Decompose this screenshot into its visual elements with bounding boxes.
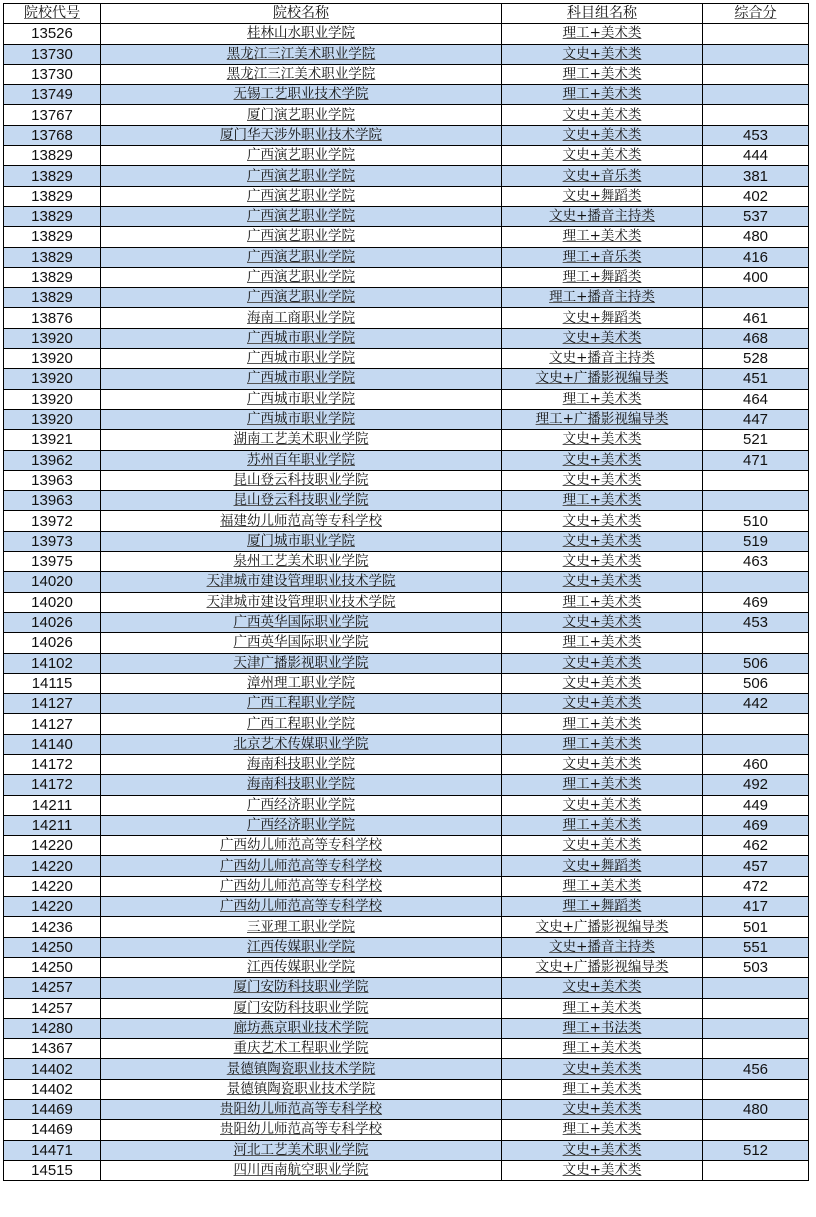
school-name-cell: 厦门安防科技职业学院 [101,998,502,1018]
subject-group-cell: 文史+舞蹈类 [502,186,703,206]
subject-group-cell: 理工+音乐类 [502,247,703,267]
school-code-cell: 13526 [4,24,101,44]
table-row [4,775,809,795]
table-row [4,998,809,1018]
school-name-cell: 广西演艺职业学院 [101,206,502,226]
table-row [4,409,809,429]
table-row [4,957,809,977]
score-cell: 469 [703,592,809,612]
score-cell: 442 [703,694,809,714]
school-code-cell: 13973 [4,531,101,551]
school-code-cell: 13829 [4,206,101,226]
school-name-cell: 广西演艺职业学院 [101,227,502,247]
school-name-cell: 广西工程职业学院 [101,714,502,734]
school-code-cell: 14280 [4,1018,101,1038]
subject-group-cell: 理工+美术类 [502,775,703,795]
table-row [4,1059,809,1079]
score-cell: 463 [703,552,809,572]
subject-group-cell: 文史+广播影视编导类 [502,917,703,937]
school-name-cell: 广西经济职业学院 [101,795,502,815]
score-cell: 503 [703,957,809,977]
score-cell: 468 [703,328,809,348]
subject-group-cell: 文史+美术类 [502,694,703,714]
table-row [4,511,809,531]
subject-group-cell: 理工+美术类 [502,1039,703,1059]
subject-group-cell: 文史+播音主持类 [502,937,703,957]
school-code-cell: 14367 [4,1039,101,1059]
subject-group-cell: 文史+美术类 [502,146,703,166]
table-row [4,592,809,612]
school-name-cell: 北京艺术传媒职业学院 [101,734,502,754]
score-cell [703,1160,809,1180]
table-row [4,267,809,287]
table-row [4,24,809,44]
table-row [4,1120,809,1140]
subject-group-cell: 理工+美术类 [502,491,703,511]
table-row [4,430,809,450]
table-row [4,531,809,551]
school-name-cell: 广西城市职业学院 [101,369,502,389]
score-cell [703,633,809,653]
school-name-cell: 黑龙江三江美术职业学院 [101,44,502,64]
subject-group-cell: 文史+美术类 [502,572,703,592]
table-row [4,754,809,774]
subject-group-cell: 理工+美术类 [502,734,703,754]
score-cell: 506 [703,653,809,673]
school-code-cell: 13963 [4,491,101,511]
table-row [4,206,809,226]
school-code-cell: 14140 [4,734,101,754]
score-cell [703,978,809,998]
table-row [4,247,809,267]
score-cell: 492 [703,775,809,795]
school-code-cell: 13972 [4,511,101,531]
score-cell [703,1018,809,1038]
score-cell: 510 [703,511,809,531]
school-code-cell: 14257 [4,978,101,998]
school-code-cell: 14026 [4,612,101,632]
school-code-cell: 14515 [4,1160,101,1180]
subject-group-cell: 理工+广播影视编导类 [502,409,703,429]
school-name-cell: 广西演艺职业学院 [101,267,502,287]
subject-group-cell: 理工+美术类 [502,227,703,247]
school-name-cell: 河北工艺美术职业学院 [101,1140,502,1160]
table-row [4,653,809,673]
score-cell: 519 [703,531,809,551]
score-cell [703,105,809,125]
school-name-cell: 天津城市建设管理职业技术学院 [101,572,502,592]
school-code-cell: 14211 [4,795,101,815]
school-code-cell: 13876 [4,308,101,328]
score-cell: 480 [703,227,809,247]
subject-group-cell: 文史+美术类 [502,511,703,531]
score-cell [703,572,809,592]
score-cell: 472 [703,876,809,896]
table-row [4,349,809,369]
table-row [4,714,809,734]
school-name-cell: 苏州百年职业学院 [101,450,502,470]
table-body [4,24,809,1181]
school-code-cell: 13829 [4,146,101,166]
school-name-cell: 广西幼儿师范高等专科学校 [101,856,502,876]
school-name-cell: 江西传媒职业学院 [101,957,502,977]
table-row [4,227,809,247]
score-cell: 449 [703,795,809,815]
school-code-cell: 14102 [4,653,101,673]
school-code-cell: 13829 [4,166,101,186]
header-code: 院校代号 [4,4,101,24]
subject-group-cell: 文史+美术类 [502,328,703,348]
school-code-cell: 13829 [4,186,101,206]
table-row [4,328,809,348]
score-cell: 453 [703,612,809,632]
score-cell: 447 [703,409,809,429]
score-cell: 469 [703,815,809,835]
school-code-cell: 13920 [4,409,101,429]
table-row [4,836,809,856]
school-code-cell: 14469 [4,1100,101,1120]
school-name-cell: 重庆艺术工程职业学院 [101,1039,502,1059]
school-name-cell: 广西演艺职业学院 [101,166,502,186]
school-name-cell: 漳州理工职业学院 [101,673,502,693]
subject-group-cell: 理工+美术类 [502,815,703,835]
school-name-cell: 广西演艺职业学院 [101,288,502,308]
table-row [4,1140,809,1160]
subject-group-cell: 文史+美术类 [502,754,703,774]
subject-group-cell: 文史+美术类 [502,105,703,125]
school-name-cell: 湖南工艺美术职业学院 [101,430,502,450]
subject-group-cell: 文史+美术类 [502,552,703,572]
table-row [4,572,809,592]
subject-group-cell: 文史+音乐类 [502,166,703,186]
subject-group-cell: 文史+美术类 [502,470,703,490]
school-name-cell: 广西工程职业学院 [101,694,502,714]
subject-group-cell: 文史+美术类 [502,978,703,998]
school-name-cell: 海南科技职业学院 [101,754,502,774]
table-row [4,450,809,470]
admission-score-table [3,3,809,1181]
score-cell: 501 [703,917,809,937]
school-code-cell: 13962 [4,450,101,470]
subject-group-cell: 文史+美术类 [502,1100,703,1120]
school-name-cell: 厦门演艺职业学院 [101,105,502,125]
subject-group-cell: 理工+美术类 [502,64,703,84]
school-code-cell: 14402 [4,1059,101,1079]
subject-group-cell: 理工+美术类 [502,24,703,44]
score-cell: 521 [703,430,809,450]
school-name-cell: 景德镇陶瓷职业技术学院 [101,1059,502,1079]
school-name-cell: 三亚理工职业学院 [101,917,502,937]
school-name-cell: 桂林山水职业学院 [101,24,502,44]
school-code-cell: 14250 [4,957,101,977]
school-name-cell: 泉州工艺美术职业学院 [101,552,502,572]
score-cell: 381 [703,166,809,186]
school-code-cell: 13749 [4,85,101,105]
table-row [4,673,809,693]
school-name-cell: 广西城市职业学院 [101,409,502,429]
school-code-cell: 13975 [4,552,101,572]
score-cell: 444 [703,146,809,166]
subject-group-cell: 文史+美术类 [502,653,703,673]
school-name-cell: 广西城市职业学院 [101,349,502,369]
table-row [4,44,809,64]
score-cell [703,714,809,734]
table-row [4,1079,809,1099]
school-code-cell: 13829 [4,247,101,267]
table-row [4,1100,809,1120]
table-row [4,694,809,714]
table-row [4,917,809,937]
table-row [4,125,809,145]
school-name-cell: 广西幼儿师范高等专科学校 [101,836,502,856]
school-name-cell: 昆山登云科技职业学院 [101,470,502,490]
table-row [4,186,809,206]
table-row [4,937,809,957]
subject-group-cell: 文史+美术类 [502,531,703,551]
school-name-cell: 四川西南航空职业学院 [101,1160,502,1180]
table-row [4,734,809,754]
subject-group-cell: 理工+美术类 [502,633,703,653]
subject-group-cell: 文史+美术类 [502,44,703,64]
school-code-cell: 13829 [4,267,101,287]
table-row [4,1018,809,1038]
school-code-cell: 13829 [4,227,101,247]
table-row [4,633,809,653]
table-row [4,369,809,389]
school-code-cell: 14026 [4,633,101,653]
subject-group-cell: 理工+美术类 [502,85,703,105]
school-name-cell: 昆山登云科技职业学院 [101,491,502,511]
school-code-cell: 13767 [4,105,101,125]
score-cell [703,44,809,64]
score-cell: 506 [703,673,809,693]
school-code-cell: 14127 [4,714,101,734]
header-name: 院校名称 [101,4,502,24]
school-name-cell: 厦门华天涉外职业技术学院 [101,125,502,145]
school-code-cell: 14257 [4,998,101,1018]
school-code-cell: 14471 [4,1140,101,1160]
table-row [4,1160,809,1180]
subject-group-cell: 文史+舞蹈类 [502,308,703,328]
subject-group-cell: 理工+播音主持类 [502,288,703,308]
score-cell: 462 [703,836,809,856]
school-code-cell: 14211 [4,815,101,835]
subject-group-cell: 理工+舞蹈类 [502,897,703,917]
school-code-cell: 14172 [4,775,101,795]
school-code-cell: 13963 [4,470,101,490]
school-code-cell: 14020 [4,572,101,592]
table-row [4,978,809,998]
score-cell: 451 [703,369,809,389]
score-cell: 417 [703,897,809,917]
school-name-cell: 景德镇陶瓷职业技术学院 [101,1079,502,1099]
score-cell: 528 [703,349,809,369]
school-code-cell: 13920 [4,349,101,369]
school-code-cell: 13829 [4,288,101,308]
subject-group-cell: 文史+美术类 [502,1059,703,1079]
subject-group-cell: 理工+美术类 [502,592,703,612]
table-row [4,491,809,511]
score-cell [703,64,809,84]
table-row [4,856,809,876]
score-cell: 416 [703,247,809,267]
school-name-cell: 无锡工艺职业技术学院 [101,85,502,105]
score-cell: 457 [703,856,809,876]
school-name-cell: 广西幼儿师范高等专科学校 [101,897,502,917]
header-score: 综合分 [703,4,809,24]
school-name-cell: 贵阳幼儿师范高等专科学校 [101,1120,502,1140]
subject-group-cell: 理工+美术类 [502,876,703,896]
score-cell [703,470,809,490]
school-name-cell: 广西经济职业学院 [101,815,502,835]
school-code-cell: 14402 [4,1079,101,1099]
school-name-cell: 天津城市建设管理职业技术学院 [101,592,502,612]
table-row [4,389,809,409]
subject-group-cell: 理工+舞蹈类 [502,267,703,287]
score-cell [703,1079,809,1099]
school-code-cell: 14115 [4,673,101,693]
school-name-cell: 贵阳幼儿师范高等专科学校 [101,1100,502,1120]
school-name-cell: 江西传媒职业学院 [101,937,502,957]
school-code-cell: 13730 [4,44,101,64]
score-cell [703,1039,809,1059]
subject-group-cell: 文史+美术类 [502,450,703,470]
school-code-cell: 14127 [4,694,101,714]
score-cell [703,24,809,44]
score-cell: 453 [703,125,809,145]
subject-group-cell: 文史+播音主持类 [502,349,703,369]
table-row [4,308,809,328]
school-name-cell: 天津广播影视职业学院 [101,653,502,673]
table-row [4,64,809,84]
subject-group-cell: 理工+美术类 [502,714,703,734]
school-name-cell: 厦门城市职业学院 [101,531,502,551]
score-cell [703,85,809,105]
school-code-cell: 14220 [4,897,101,917]
score-cell: 480 [703,1100,809,1120]
table-row [4,612,809,632]
subject-group-cell: 文史+美术类 [502,673,703,693]
school-code-cell: 13921 [4,430,101,450]
subject-group-cell: 文史+美术类 [502,430,703,450]
table-row [4,146,809,166]
table-row [4,815,809,835]
school-name-cell: 广西演艺职业学院 [101,146,502,166]
table-row [4,470,809,490]
school-name-cell: 广西英华国际职业学院 [101,612,502,632]
score-cell: 464 [703,389,809,409]
school-code-cell: 14220 [4,856,101,876]
subject-group-cell: 文史+播音主持类 [502,206,703,226]
score-cell: 456 [703,1059,809,1079]
subject-group-cell: 文史+美术类 [502,1140,703,1160]
score-cell: 512 [703,1140,809,1160]
subject-group-cell: 理工+书法类 [502,1018,703,1038]
table-row [4,1039,809,1059]
score-cell [703,288,809,308]
subject-group-cell: 文史+广播影视编导类 [502,957,703,977]
table-row [4,288,809,308]
subject-group-cell: 理工+美术类 [502,1079,703,1099]
school-name-cell: 广西演艺职业学院 [101,186,502,206]
school-code-cell: 14220 [4,876,101,896]
score-cell: 537 [703,206,809,226]
school-name-cell: 黑龙江三江美术职业学院 [101,64,502,84]
table-row [4,85,809,105]
table-row [4,795,809,815]
score-cell: 460 [703,754,809,774]
subject-group-cell: 理工+美术类 [502,998,703,1018]
score-cell [703,1120,809,1140]
school-code-cell: 14220 [4,836,101,856]
subject-group-cell: 文史+舞蹈类 [502,856,703,876]
header-row [4,4,809,24]
subject-group-cell: 文史+美术类 [502,125,703,145]
school-name-cell: 广西幼儿师范高等专科学校 [101,876,502,896]
school-name-cell: 廊坊燕京职业技术学院 [101,1018,502,1038]
school-name-cell: 广西城市职业学院 [101,328,502,348]
table-row [4,552,809,572]
school-name-cell: 厦门安防科技职业学院 [101,978,502,998]
score-cell: 551 [703,937,809,957]
score-cell [703,734,809,754]
score-cell: 471 [703,450,809,470]
score-cell: 402 [703,186,809,206]
school-code-cell: 13730 [4,64,101,84]
table-row [4,897,809,917]
school-name-cell: 广西演艺职业学院 [101,247,502,267]
header-group: 科目组名称 [502,4,703,24]
subject-group-cell: 文史+美术类 [502,1160,703,1180]
school-name-cell: 海南工商职业学院 [101,308,502,328]
school-code-cell: 13920 [4,369,101,389]
score-cell: 400 [703,267,809,287]
school-name-cell: 广西城市职业学院 [101,389,502,409]
school-code-cell: 13768 [4,125,101,145]
score-cell [703,491,809,511]
subject-group-cell: 文史+广播影视编导类 [502,369,703,389]
school-name-cell: 广西英华国际职业学院 [101,633,502,653]
school-name-cell: 海南科技职业学院 [101,775,502,795]
subject-group-cell: 文史+美术类 [502,612,703,632]
subject-group-cell: 理工+美术类 [502,1120,703,1140]
subject-group-cell: 文史+美术类 [502,795,703,815]
score-cell: 461 [703,308,809,328]
table-row [4,876,809,896]
subject-group-cell: 文史+美术类 [502,836,703,856]
school-code-cell: 14236 [4,917,101,937]
school-code-cell: 14020 [4,592,101,612]
subject-group-cell: 理工+美术类 [502,389,703,409]
table-row [4,105,809,125]
school-code-cell: 13920 [4,389,101,409]
school-name-cell: 福建幼儿师范高等专科学校 [101,511,502,531]
score-cell [703,998,809,1018]
table-row [4,166,809,186]
school-code-cell: 14172 [4,754,101,774]
school-code-cell: 13920 [4,328,101,348]
school-code-cell: 14469 [4,1120,101,1140]
school-code-cell: 14250 [4,937,101,957]
